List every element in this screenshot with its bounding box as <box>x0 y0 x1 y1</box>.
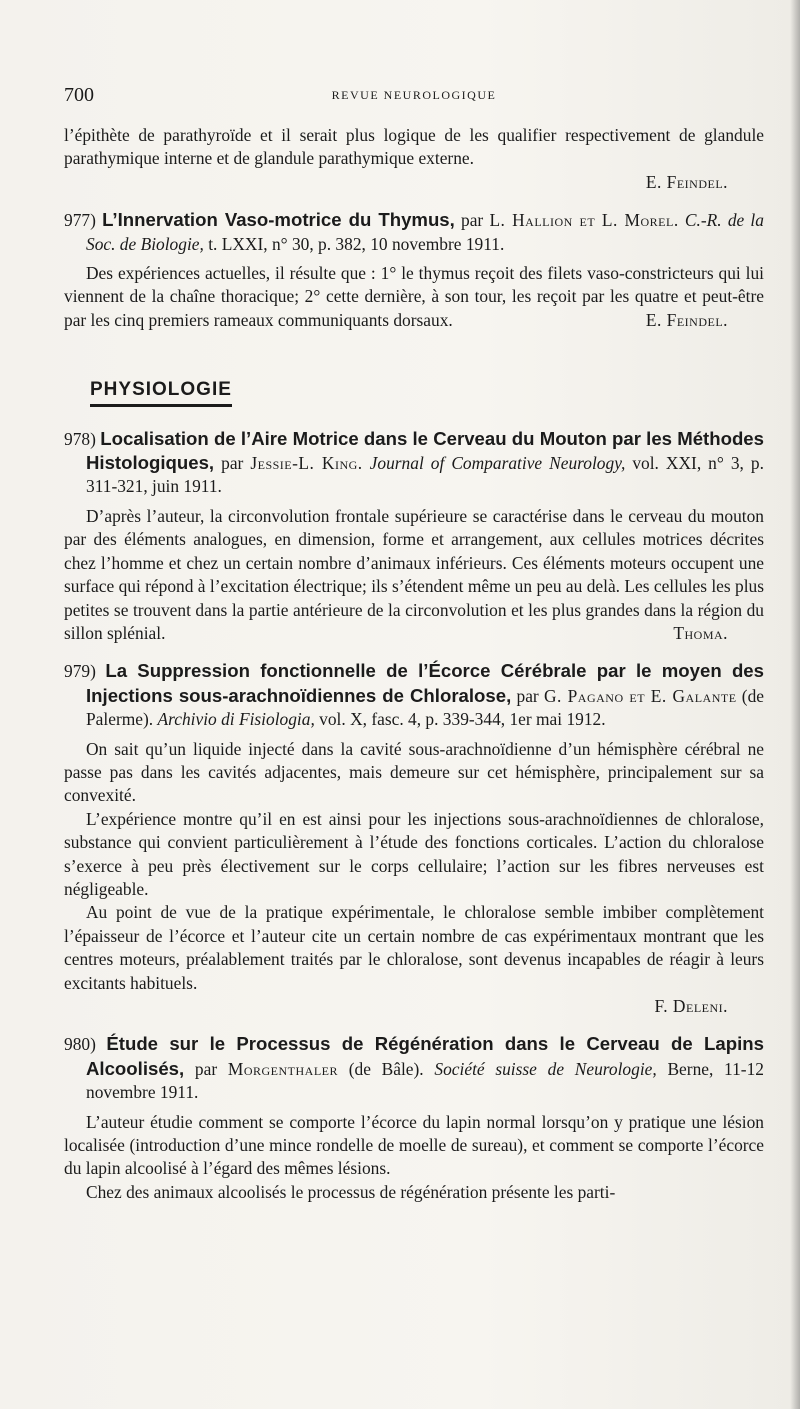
page-edge-shadow <box>790 0 800 1409</box>
entry-reference: vol. X, fasc. 4, p. 339-344, 1er mai 1912. <box>319 709 606 730</box>
signature: F. Deleni. <box>654 996 728 1017</box>
entry-authors: Morgenthaler <box>227 1058 338 1079</box>
entry-title: La Suppression fonctionnelle de l’Écorce Cérébrale par le moyen des Injections sous-arachnoïdiennes de Chloralose, <box>86 660 764 706</box>
abstract-paragraph: L’auteur étudie comment se comporte l’écorce du lapin normal lorsqu’on y pratique une lésion localisée (introduction d’une mince rondelle de moelle de sureau), et comment se comporte l’écorce du lapin alcoolisé à l’égard des mêmes lésions. <box>64 1111 764 1179</box>
entry-reference: t. LXXI, n° 30, p. 382, 10 novembre 1911. <box>208 233 505 254</box>
entry-980 <box>64 1032 764 1204</box>
entry-977 <box>64 208 764 332</box>
entry-place: (de Bâle). <box>348 1058 424 1079</box>
entry-title: Localisation de l’Aire Motrice dans le Cerveau du Mouton par les Méthodes Histologiques, <box>86 427 764 474</box>
entry-heading <box>64 208 764 256</box>
journal-name: Société suisse de Neurologie, <box>434 1058 657 1079</box>
carryover-paragraph: l’épithète de parathyroïde et il serait plus logique de les qualifier respectivement de glandule parathymique interne et de glandule parathymique externe. <box>64 125 764 169</box>
journal-name: Journal of Comparative Neurology, <box>369 453 626 474</box>
authors-prefix: par <box>221 453 244 474</box>
entry-heading <box>64 1032 764 1104</box>
authors-prefix: par <box>194 1058 218 1079</box>
page-number: 700 <box>64 84 94 106</box>
signature: E. Feindel. <box>645 309 728 330</box>
entry-979 <box>64 659 764 1018</box>
entry-authors: G. Pagano et E. Galante <box>543 685 737 706</box>
abstract-paragraph: D’après l’auteur, la circonvolution frontale supérieure se caractérise dans le cerveau du mouton par des éléments analogues, en dimension, forme et arrangement, aux cellules motrices décrites chez l’homme et chez un certain nombre d’animaux inférieurs. Ces éléments moteurs occupent une surface qui répond à l’excitation électrique; ils s’étendent même un peu au delà. Les cellules les plus petites se trouvent dans la partie antérieure de la circonvolution et les plus grandes dans la région du sillon splénial. <box>64 505 764 643</box>
running-title: REVUE NEUROLOGIQUE <box>331 88 497 102</box>
entry-number: 978) <box>64 428 96 449</box>
entry-heading <box>64 427 764 499</box>
page-header <box>64 84 764 110</box>
abstract-paragraph: Chez des animaux alcoolisés le processus de régénération présente les parti- <box>86 1181 616 1202</box>
signature: E. Feindel. <box>645 171 728 192</box>
entry-title: L’Innervation Vaso-motrice du Thymus, <box>102 209 455 231</box>
entry-number: 979) <box>64 661 96 682</box>
abstract-paragraph: On sait qu’un liquide injecté dans la cavité sous-arachnoïdienne d’un hémisphère cérébral ne passe pas dans les cavités adjacentes, mais demeure sur cet hémisphère, principalement sur sa convexité. <box>64 738 764 806</box>
entry-number: 977) <box>64 210 96 231</box>
entry-heading <box>64 659 764 731</box>
entry-title: Étude sur le Processus de Régénération dans le Cerveau de Lapins Alcoolisés, <box>86 1033 764 1079</box>
entry-reference: Berne, 11-12 novembre 1911. <box>86 1058 764 1103</box>
entry-number: 980) <box>64 1034 96 1055</box>
abstract-paragraph: Au point de vue de la pratique expérimentale, le chloralose semble imbiber complètement l’épaisseur de l’écorce et l’auteur cite un certain nombre de cas expérimentaux montrant que les centres moteurs, préalablement traités par le chloralose, sont devenus incapables de réagir à leurs excitants habituels. <box>64 902 764 993</box>
entry-authors: Jessie-L. King. <box>250 453 363 474</box>
entry-place: (de Palerme). <box>86 685 764 730</box>
journal-name: Archivio di Fisiologia, <box>157 709 315 730</box>
entry-authors: L. Hallion et L. Morel. <box>489 210 679 231</box>
abstract-paragraph: Des expériences actuelles, il résulte que : 1° le thymus reçoit des filets vaso-constricteurs qui lui viennent de la chaîne thoracique; 2° cette dernière, à son tour, les reçoit par les quatre et peut-être par les cinq premiers rameaux communiquants dorsaux. <box>64 263 764 330</box>
text-body <box>64 124 764 1204</box>
journal-name: C.-R. de la Soc. de Biologie, <box>86 210 764 254</box>
entry-978 <box>64 427 764 646</box>
abstract-paragraph: L’expérience montre qu’il en est ainsi pour les injections sous-arachnoïdiennes de chloralose, substance qui convient particulièrement à l’étude des fonctions corticales. L’action du chloralose s’exerce à peu près électivement sur le corps cellulaire; l’action sur les fibres nerveuses est négligeable. <box>64 808 764 899</box>
section-title: PHYSIOLOGIE <box>90 378 232 406</box>
authors-prefix: par <box>461 210 484 231</box>
authors-prefix: par <box>516 685 539 706</box>
signature: Thoma. <box>673 622 728 643</box>
entry-reference: vol. XXI, n° 3, p. 311-321, juin 1911. <box>86 453 764 497</box>
